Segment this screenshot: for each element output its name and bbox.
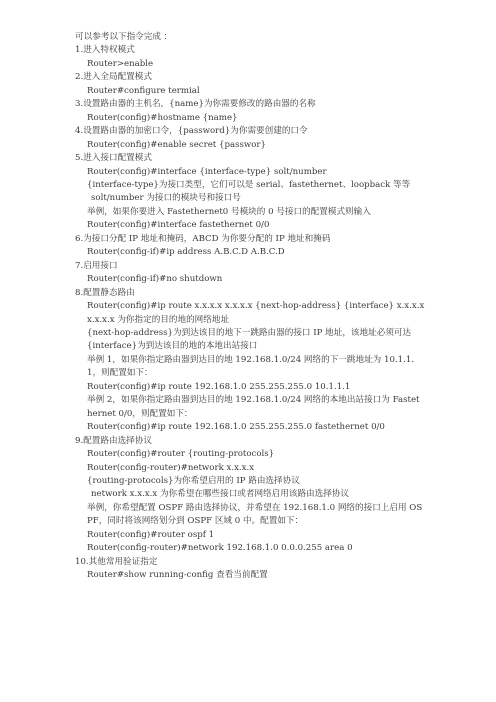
text-line: Router(config)#ip route x.x.x.x x.x.x.x {next-hop-address} {interface} x.x.x.x x.x.x.x 为你指定的目的地的网络地址 [87, 301, 428, 325]
text-line: Router(config)#router {routing-protocols} [87, 449, 275, 460]
text-line: Router(config)#ip route 192.168.1.0 255.255.255.0 10.1.1.1 [87, 381, 351, 392]
text-line: 举例 2，如果你指定路由器到达目的地 192.168.1.0/24 网络的本地出站接口为 Fastethernet 0/0，则配置如下： [87, 395, 420, 419]
text-line: Router#configure termial [87, 85, 200, 96]
text-line: Router#show running-config 查看当前配置 [87, 570, 268, 581]
text-line: 可以参考以下指令完成 ： [75, 32, 173, 42]
text-line: {interface-type}为接口类型，它们可以是 serial、fastethernet、loopback 等等 [87, 179, 411, 190]
text-line: Router(config)#interface {interface-type} solt/number [87, 166, 327, 177]
text-line: 9.配置路由选择协议 [75, 435, 152, 446]
text-line: {routing-protocols}为你希望启用的 IP 路由选择协议 [87, 475, 300, 486]
document-body [75, 31, 428, 583]
text-line: 5.进入接口配置模式 [75, 153, 152, 164]
text-line: 3.设置路由器的主机名，{name}为你需要修改的路由器的名称 [75, 99, 316, 110]
text-line: Router(config-if)#no shutdown [87, 274, 223, 285]
text-line: 10.其他常用验证指定 [75, 556, 158, 567]
text-line: Router(config)#hostname {name} [87, 112, 238, 123]
text-line: 7.启用接口 [75, 260, 118, 271]
text-line: Router(config)#ip route 192.168.1.0 255.255.255.0 fastethernet 0/0 [87, 422, 385, 433]
text-line: 8.配置静态路由 [75, 287, 135, 298]
text-line: Router>enable [87, 58, 154, 69]
text-line: solt/number 为接口的模块号和接口号 [91, 193, 241, 204]
text-line: {next-hop-address}为到达该目的地下一跳路由器的接口 IP 地址，该地址必须可达 [87, 327, 412, 338]
text-line: Router(config-router)#network x.x.x.x [87, 462, 255, 473]
text-line: 6.为接口分配 IP 地址和掩码，ABCD 为你要分配的 IP 地址和掩码 [75, 233, 331, 244]
text-line: 1.进入特权模式 [75, 45, 135, 56]
text-line: 2.进入全局配置模式 [75, 72, 152, 83]
text-line: Router(config)#interface fastethernet 0/0 [87, 220, 270, 231]
text-line: 4.设置路由器的加密口令，{password}为你需要创建的口令 [75, 126, 308, 137]
text-line: Router(config)#enable secret {passwor} [87, 139, 267, 150]
text-line: 举例，如果你要进入 Fastethernet0 号模块的 0 号接口的配置模式则输入 [87, 206, 371, 217]
text-line: Router(config-router)#network 192.168.1.0 0.0.0.255 area 0 [87, 543, 353, 554]
text-line: 举例 1，如果你指定路由器到达目的地 192.168.1.0/24 网络的下一跳地址为 10.1.1.1，则配置如下： [87, 354, 415, 379]
text-line: {interface}为到达该目的地的本地出站接口 [87, 341, 258, 352]
text-line: 举例，你希望配置 OSPF 路由选择协议，并希望在 192.168.1.0 网络的接口上启用 OSPF，同时将该网络划分到 OSPF 区域 0 中。配置如下： [87, 502, 423, 527]
text-line: Router(config-if)#ip address A.B.C.D A.B.C.D [87, 247, 285, 258]
text-line: network x.x.x.x 为你希望在哪些接口或者网络启用该路由选择协议 [91, 489, 350, 500]
text-line: Router(config)#router ospf 1 [87, 529, 215, 540]
